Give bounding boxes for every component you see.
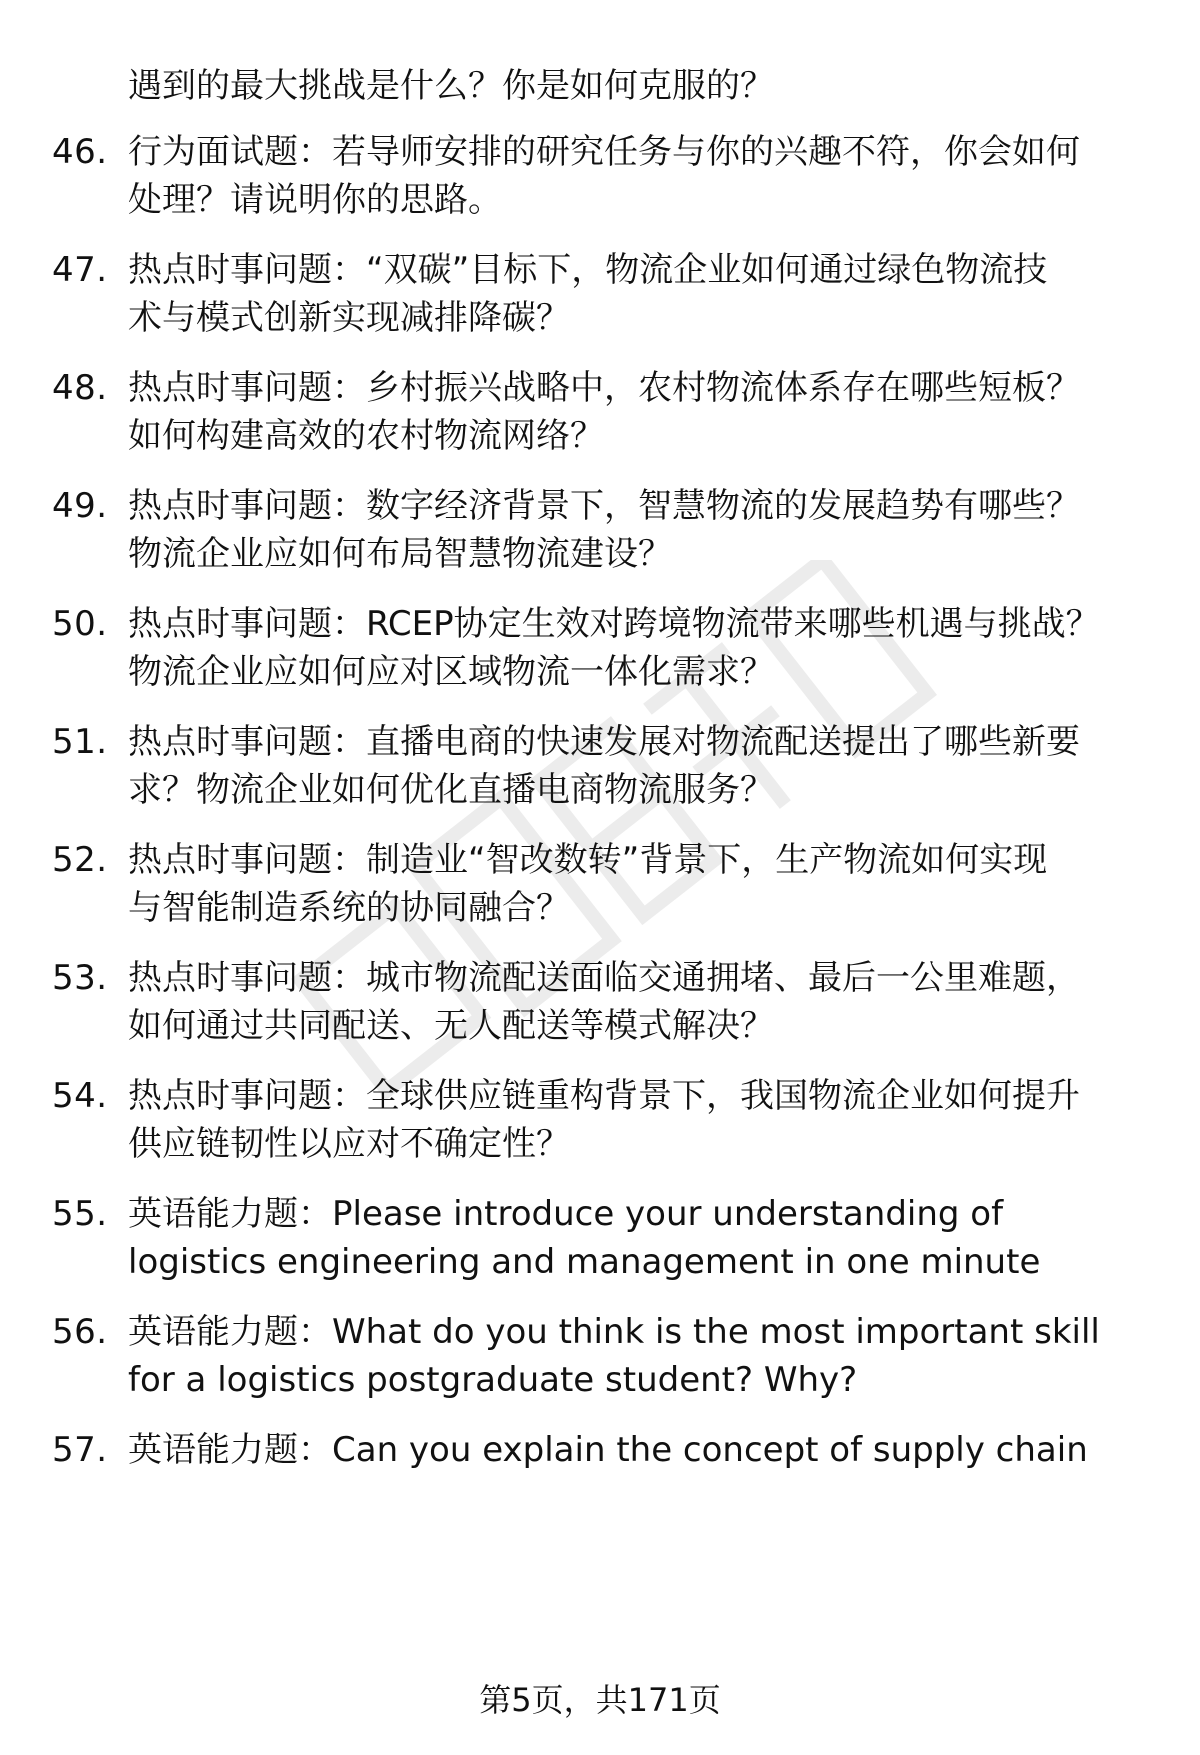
question-text-line-1: 热点时事问题：直播电商的快速发展对物流配送提出了哪些新要: [128, 722, 1080, 762]
question-number: 50.: [52, 604, 108, 644]
question-number: 51.: [52, 722, 108, 762]
question-text-line-2: 如何通过共同配送、无人配送等模式解决？: [128, 1006, 774, 1046]
question-text-line-2: logistics engineering and management in one minute: [128, 1242, 1041, 1282]
question-text-line-1: 热点时事问题：城市物流配送面临交通拥堵、最后一公里难题，: [128, 958, 1080, 998]
question-text-line-1: 行为面试题：若导师安排的研究任务与你的兴趣不符，你会如何: [128, 132, 1080, 172]
question-number: 54.: [52, 1076, 108, 1116]
question-text-line-1: 热点时事问题：“双碳”目标下，物流企业如何通过绿色物流技: [128, 250, 1048, 290]
question-number: 49.: [52, 486, 108, 526]
question-text-line-2: 与智能制造系统的协同融合？: [128, 888, 570, 928]
question-number: 46.: [52, 132, 108, 172]
question-text-line-1: 热点时事问题：全球供应链重构背景下，我国物流企业如何提升: [128, 1076, 1080, 1116]
question-text-line-1: 遇到的最大挑战是什么？你是如何克服的？: [128, 66, 774, 106]
question-number: 53.: [52, 958, 108, 998]
question-text-line-2: 物流企业应如何应对区域物流一体化需求？: [128, 652, 774, 692]
question-text-line-2: 如何构建高效的农村物流网络？: [128, 416, 604, 456]
question-text-line-2: 物流企业应如何布局智慧物流建设？: [128, 534, 672, 574]
question-text-line-1: 英语能力题：Can you explain the concept of supply chain: [128, 1430, 1088, 1470]
question-number: 48.: [52, 368, 108, 408]
question-number: 56.: [52, 1312, 108, 1352]
question-text-line-2: for a logistics postgraduate student? Why?: [128, 1360, 858, 1400]
question-number: 55.: [52, 1194, 108, 1234]
question-text-line-2: 术与模式创新实现减排降碳？: [128, 298, 570, 338]
question-text-line-1: 英语能力题：What do you think is the most important skill: [128, 1312, 1100, 1352]
question-text-line-1: 热点时事问题：RCEP协定生效对跨境物流带来哪些机遇与挑战？: [128, 604, 1100, 644]
question-number: 52.: [52, 840, 108, 880]
question-text-line-1: 热点时事问题：乡村振兴战略中，农村物流体系存在哪些短板？: [128, 368, 1080, 408]
question-text-line-1: 热点时事问题：制造业“智改数转”背景下，生产物流如何实现: [128, 840, 1048, 880]
question-text-line-2: 处理？请说明你的思路。: [128, 180, 502, 220]
page-number-footer: 第5页，共171页: [479, 1681, 721, 1719]
question-text-line-2: 供应链韧性以应对不确定性？: [128, 1124, 570, 1164]
question-number: 57.: [52, 1430, 108, 1470]
question-text-line-2: 求？物流企业如何优化直播电商物流服务？: [128, 770, 774, 810]
question-text-line-1: 英语能力题：Please introduce your understanding of: [128, 1194, 1004, 1234]
question-text-line-1: 热点时事问题：数字经济背景下，智慧物流的发展趋势有哪些？: [128, 486, 1080, 526]
question-number: 47.: [52, 250, 108, 290]
